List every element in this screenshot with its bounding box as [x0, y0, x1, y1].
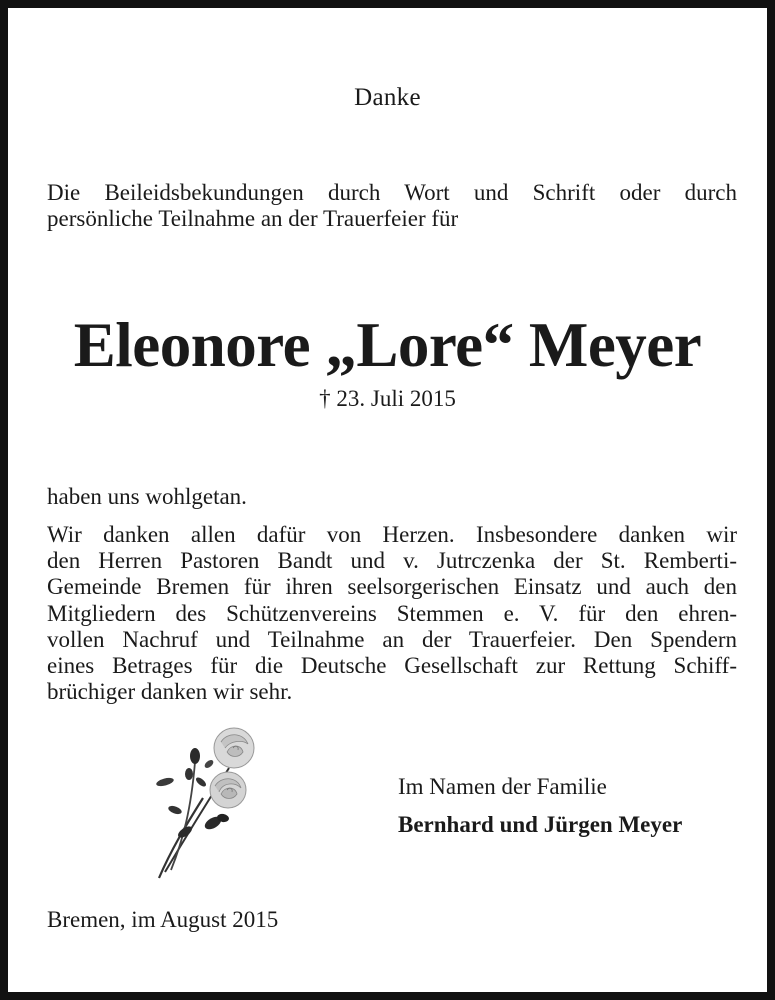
deceased-name: Eleonore „Lore“ Meyer	[73, 310, 702, 380]
roses-icon	[151, 720, 266, 885]
thanks-paragraph	[47, 522, 737, 705]
death-date: † 23. Juli 2015	[319, 386, 456, 411]
thanks-line: eines Betrages für die Deutsche Gesellschaft zur Rettung Schiff-	[47, 653, 737, 679]
thanks-line: vollen Nachruf und Teilnahme an der Trauerfeier. Den Spendern	[47, 626, 737, 652]
notice-heading: Danke	[354, 84, 421, 111]
thanks-line: Wir danken allen dafür von Herzen. Insbesondere danken wir	[47, 522, 737, 547]
place-date: Bremen, im August 2015	[47, 907, 279, 932]
intro-text	[47, 180, 737, 232]
wohlgetan-line: haben uns wohlgetan.	[47, 484, 247, 509]
intro-line: Die Beileidsbekundungen durch Wort und Schrift oder durch	[47, 180, 737, 205]
signers: Bernhard und Jürgen Meyer	[398, 812, 683, 837]
thanks-line: brüchiger danken wir sehr.	[47, 679, 293, 705]
intro-line: persönliche Teilnahme an der Trauerfeier für	[47, 206, 459, 231]
thanks-line: Mitgliedern des Schützenvereins Stemmen e. V. für den ehren-	[47, 600, 737, 626]
thanks-line: Gemeinde Bremen für ihren seelsorgerischen Einsatz und auch den	[47, 574, 737, 600]
family-label: Im Namen der Familie	[398, 774, 607, 799]
thanks-line: den Herren Pastoren Bandt und v. Jutrczenka der St. Remberti-	[47, 548, 737, 574]
